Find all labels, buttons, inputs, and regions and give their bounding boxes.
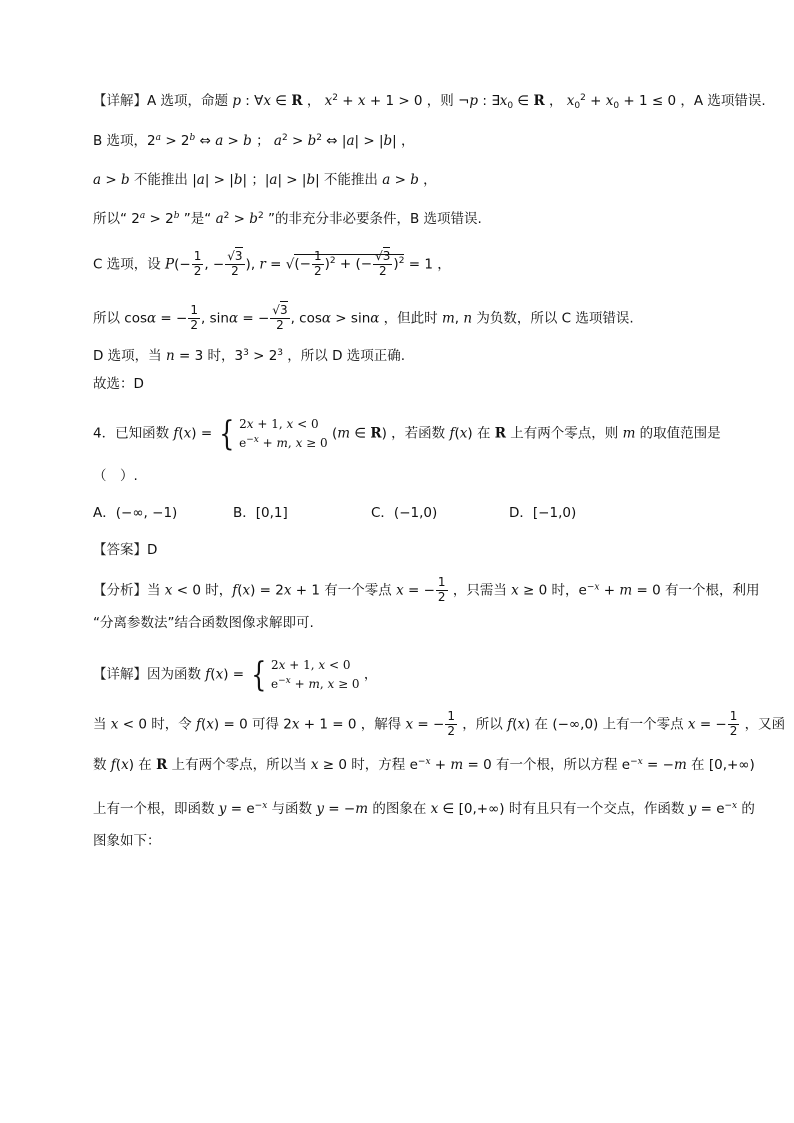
detail-tag: 【详解】 — [93, 93, 147, 109]
detail-line-4: 上有一个根，即函数 $y = e^{-x}$ 与函数 y = −m 的图象在 x ∈ [0,+∞) 时有且只有一个交点，作函数 $y = e^{-x}$ 的 — [93, 801, 755, 817]
detail-line-c1: C 选项，设 P(− $\frac{1}{2}$ , − $\frac{√3}{2}$ ), r = √(− $\frac{1}{2}$ )$^2$ + (− $\frac{√3}{2}$ )$^2$ = 1 ， — [93, 249, 451, 278]
option-b: B．[0,1] — [233, 505, 288, 521]
choose-line: 故选：D — [93, 376, 144, 392]
analysis-line-2: “分离参数法”结合函数图像求解即可. — [93, 615, 314, 631]
detail-line-1: 【详解】因为函数 f(x) = { 2x + 1, x < 0 $e^{-x} + m$, x ≥ 0 ， — [93, 654, 378, 695]
detail-line-3: 数 f(x) 在 R 上有两个零点，所以当 x ≥ 0 时，方程 $e^{-x} + m = 0$ 有一个根，所以方程 $e^{-x} = -m$ 在 [0,+∞) — [93, 757, 755, 773]
option-c: C．(−1,0) — [371, 505, 438, 521]
detail-line-2: 当 x < 0 时，令 f(x) = 0 可得 2x + 1 = 0 ，解得 x = − $\frac{1}{2}$ ，所以 f(x) 在 (−∞,0) 上有一个零点 x = − $\frac{1}{2}$ ，又函 — [93, 709, 786, 738]
answer-line — [93, 540, 157, 560]
detail-line-c2: 所以 cosα = − $\frac{1}{2}$ , sinα = − $\frac{√3}{2}$ , cosα > sinα ，但此时 m, n 为负数，所以 C 选项错误. — [93, 303, 634, 332]
detail-line-b3: 所以“ $2^a > 2^b$ ”是“ $a^2 > b^2$ ”的非充分非必要条件，B 选项错误. — [93, 211, 482, 227]
question-4: 4．已知函数 f(x) = { 2x + 1, x < 0 $e^{-x} + m$, x ≥ 0 (m ∈ R) ，若函数 f(x) 在 R 上有两个零点，则 m 的取值范围是 — [93, 413, 721, 454]
answer-tag: 【答案】 — [93, 542, 147, 558]
answer-value: D — [147, 542, 158, 558]
detail-line-d: D 选项，当 n = 3 时，$3^3 > 2^3$ ，所以 D 选项正确. — [93, 348, 406, 364]
detail-line-a: 【详解】A 选项，命题 p : ∀x ∈ R ， $x^2 + x + 1 > 0$ ，则 ¬p : $\exists x_0$ ∈ R ， $x_0^2 + x_0 + 1 \le 0$ ，A 选项错误. — [93, 93, 766, 111]
analysis-line-1: 【分析】当 x < 0 时，f(x) = 2x + 1 有一个零点 x = − $\frac{1}{2}$ ，只需当 x ≥ 0 时，$e^{-x} + m = 0$ 有一个根，利用 — [93, 575, 760, 604]
detail-line-b2: a > b 不能推出 |a| > |b| ；|a| > |b| 不能推出 a > b ， — [93, 172, 437, 188]
option-a: A．(−∞, −1) — [93, 505, 178, 521]
question-4-paren: （ ）. — [93, 468, 138, 484]
analysis-tag: 【分析】 — [93, 582, 147, 599]
detail-line-b1: B 选项，$2^a > 2^b$ ⇔ a > b ； $a^2 > b^2$ ⇔ |a| > |b| ， — [93, 133, 415, 149]
option-d: D．[−1,0) — [509, 505, 577, 521]
detail-tag-2: 【详解】 — [93, 666, 147, 683]
detail-line-5: 图象如下： — [93, 833, 161, 849]
